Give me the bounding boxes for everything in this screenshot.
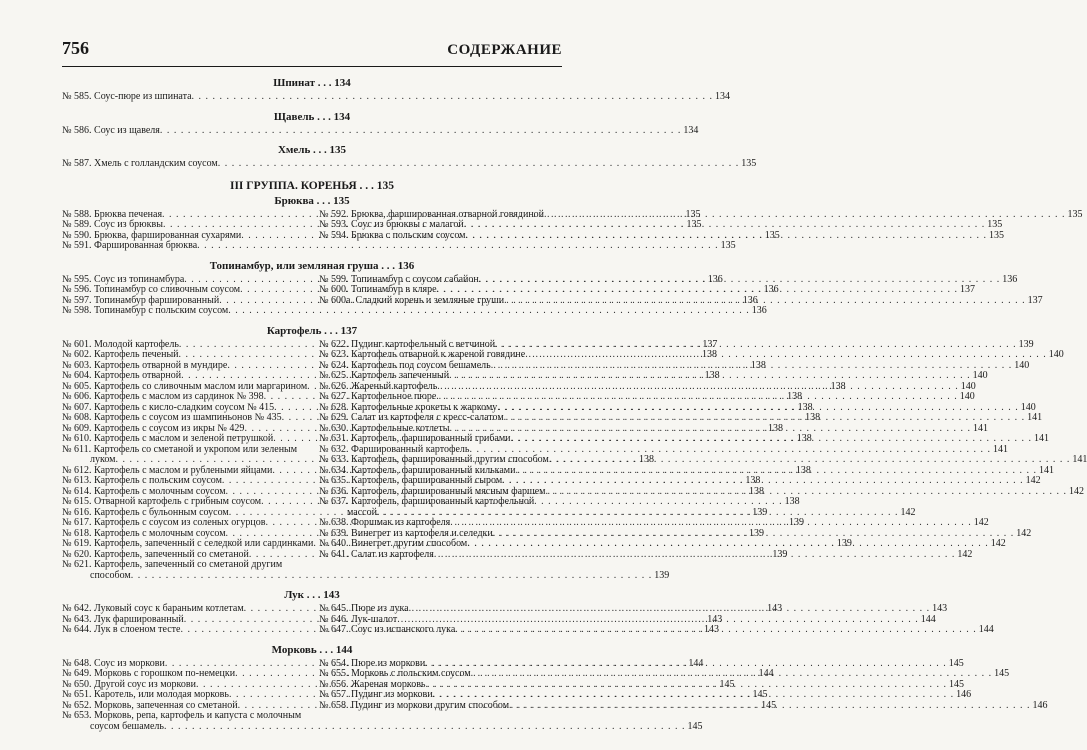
entry-page-number: 134: [715, 91, 731, 102]
entry-page-number: 143: [767, 603, 783, 614]
section-title-kartofel: Картофель . . . 137: [266, 324, 358, 337]
entry-page-number: 138: [805, 412, 821, 423]
entry-page-number: 138: [745, 475, 761, 486]
entry-title-line: № 611. Картофель со сметаной и укропом или зеленым: [62, 443, 298, 455]
entry-title: № 652. Морковь, запеченная со сметаной: [62, 699, 238, 711]
entry-page-number: 146: [1032, 699, 1048, 711]
entry-page-number: 141: [972, 422, 988, 434]
dot-leader: [465, 231, 987, 242]
entry-title: № 648. Соус из моркови: [62, 657, 165, 669]
entry-title: № 656. Жареная морковь: [319, 678, 426, 690]
entry-title: № 631. Картофель, фаршированный грибами: [319, 433, 511, 444]
entry-title: № 600. Топинамбур в кляре: [319, 284, 437, 295]
entry-page-number: 139: [749, 527, 765, 539]
entry-page-number: 135: [987, 219, 1003, 230]
entry-title: № 607. Картофель с кисло-сладким соусом № 415: [62, 401, 275, 413]
entry-page-number: 141: [1072, 454, 1087, 465]
entry-title: № 610. Картофель с маслом и зеленой петрушкой: [62, 433, 274, 444]
entry-title-line: № 637. Картофель, фаршированный картофельной: [319, 496, 535, 507]
section-title-shpinat: Шпинат . . . 134: [273, 77, 351, 89]
toc-entry: [62, 91, 731, 103]
dot-leader: [437, 285, 959, 296]
entry-title: № 586. Соус из щавеля: [62, 124, 160, 136]
entry-title: № 617. Картофель с соусом из соленых огурцов: [62, 517, 266, 528]
entry-title: № 645. Пюре из лука: [319, 603, 409, 614]
entry-title: № 629. Салат из картофеля с кресс-салатом: [319, 412, 504, 423]
entry-title: № 622. Пудинг картофельный с ветчиной: [319, 338, 496, 350]
entry-page-number: 138: [830, 380, 846, 392]
entry-title: № 649. Морковь с горошком по-немецки: [62, 668, 236, 679]
entry-title: № 644. Лук в слоеном тесте: [62, 624, 181, 635]
entry-title: № 655. Морковь с польским соусом: [319, 668, 471, 679]
entry-page-number: 143: [703, 624, 719, 635]
entry-title: № 600а. Сладкий корень и земляные груши: [319, 294, 505, 306]
entry-page-number: 138: [796, 433, 812, 444]
section-title-luk: Лук . . . 143: [284, 589, 340, 601]
entry-list: [62, 91, 731, 103]
entry-page-number: 139: [654, 569, 670, 581]
section-title-morkov: Морковь . . . 144: [271, 643, 353, 656]
entry-page-number: 140: [1048, 349, 1064, 360]
entry-title: № 640. Винегрет другим способом: [319, 538, 468, 549]
entry-page-number: 141: [992, 443, 1008, 455]
entry-page-number: 145: [687, 720, 703, 732]
page-number: 756: [62, 38, 89, 58]
entry-title: № 642. Луковый соус к бараньим котлетам: [62, 603, 244, 614]
entry-title: № 646. Лук-шалот: [319, 613, 398, 625]
entry-page-number: 135: [988, 229, 1004, 241]
entry-page-number: 142: [1025, 475, 1041, 486]
entry-page-number: 139: [788, 517, 804, 528]
entry-page-number: 141: [1038, 464, 1054, 476]
dot-leader: [525, 350, 1047, 361]
entry-page-number: 136: [707, 273, 723, 285]
entry-title: № 604. Картофель отварной: [62, 370, 182, 381]
entry-title: № 636. Картофель, фаршированный мясным фаршем: [319, 485, 546, 497]
entry-title: № 647. Соус из испанского лука: [319, 624, 456, 635]
entry-page-number: 135: [686, 219, 702, 230]
entry-title: № 606. Картофель с маслом из сардинок № 398: [62, 391, 264, 402]
toc-entry: [319, 229, 1004, 242]
section-title-topinambur: Топинамбур, или земляная груша . . . 136: [209, 259, 415, 272]
toc-entry: [62, 124, 699, 137]
entry-page-number: 143: [707, 613, 723, 625]
entry-title: № 626. Жареный картофель: [319, 380, 438, 392]
entry-title: № 587. Хмель с голландским соусом: [62, 158, 218, 169]
entry-page-number: 141: [1027, 412, 1043, 423]
entry-page-number: 140: [1020, 401, 1036, 413]
toc-entry: [62, 240, 736, 252]
two-column-entries: [62, 208, 1083, 252]
entry-page-number: 137: [1027, 294, 1043, 306]
entry-title: № 598. Топинамбур с польским соусом: [62, 305, 229, 316]
dot-leader: [467, 539, 989, 550]
entry-title: № 630. Картофельные котлеты: [319, 422, 450, 434]
entry-title: № 597. Топинамбур фаршированный: [62, 294, 220, 306]
entry-page-number: 138: [638, 454, 654, 465]
section-title-bryukva: Брюква . . . 135: [274, 194, 350, 207]
entry-title: № 650. Другой соус из моркови: [62, 678, 196, 690]
entry-page-number: 140: [960, 380, 976, 392]
entry-title-line: № 653. Морковь, репа, картофель и капуста с молочным: [62, 710, 302, 721]
entry-page-number: 138: [750, 359, 766, 371]
two-column-entries: [62, 603, 994, 636]
entry-title: № 612. Картофель с маслом и рублеными яйцами: [62, 464, 273, 476]
entry-page-number: 144: [688, 657, 704, 669]
entry-list: [62, 158, 757, 170]
entry-title: № 613. Картофель с польским соусом: [62, 475, 222, 486]
entry-page-number: 142: [1016, 527, 1032, 539]
dot-leader: [504, 296, 1026, 307]
entry-title: № 605. Картофель со сливочным маслом или маргарином: [62, 380, 308, 392]
entry-title: № 609. Картофель с соусом из икры № 429: [62, 422, 245, 434]
toc-entry: [319, 603, 948, 615]
entry-page-number: 139: [772, 548, 788, 560]
dot-leader: [450, 518, 972, 529]
entry-title: № 624. Картофель под соусом бешамель: [319, 359, 491, 371]
entry-title: № 608. Картофель с соусом из шампиньонов № 435: [62, 412, 282, 423]
entry-page-number: 146: [956, 689, 972, 700]
entry-title-line: № 621. Картофель, запеченный со сметаной другим: [62, 559, 283, 570]
dot-leader: [433, 690, 955, 701]
right-column: [319, 208, 1083, 252]
entry-page-number: 138: [795, 464, 811, 476]
dot-leader: [549, 455, 1071, 466]
entry-page-number: 138: [749, 485, 765, 497]
entry-page-number: 138: [704, 370, 720, 381]
dot-leader: [409, 604, 931, 615]
entry-title: № 589. Соус из брюквы: [62, 219, 163, 230]
entry-title: № 654. Пюре из моркови: [319, 657, 426, 669]
toc-entry: [62, 158, 757, 170]
entry-page-number: 135: [1067, 208, 1083, 220]
dot-leader: [464, 220, 986, 231]
entry-title: № 602. Картофель печеный: [62, 349, 179, 360]
entry-page-number: 134: [683, 124, 699, 136]
entry-page-number: 140: [972, 370, 988, 381]
entry-title: № 634. Картофель, фаршированный кильками: [319, 464, 516, 476]
entry-page-number: 136: [763, 284, 779, 295]
entry-title-continuation: способом: [90, 569, 131, 581]
entry-title-continuation: массой: [347, 506, 377, 518]
entry-title: № 594. Брюква с польским соусом: [319, 229, 466, 241]
dot-leader: [192, 92, 714, 103]
entry-page-number: 142: [957, 548, 973, 560]
entry-page-number: 136: [1002, 273, 1018, 285]
entry-page-number: 138: [797, 401, 813, 413]
dot-leader: [504, 413, 1026, 424]
entry-title: № 651. Каротель, или молодая морковь: [62, 689, 229, 700]
entry-page-number: 137: [702, 338, 718, 350]
entry-title: № 620. Картофель, запеченный со сметаной: [62, 548, 249, 560]
entry-page-number: 140: [959, 391, 975, 402]
entry-page-number: 144: [978, 624, 994, 635]
two-column-entries: [62, 273, 1043, 317]
entry-title: № 616. Картофель с бульонным соусом: [62, 506, 229, 518]
entry-page-number: 138: [784, 496, 800, 507]
entry-page-number: 138: [702, 349, 718, 360]
toc-entry: [62, 559, 670, 581]
entry-page-number: 145: [761, 699, 777, 711]
toc-entry: [319, 219, 1003, 231]
entry-page-number: 145: [719, 678, 735, 690]
entry-title: № 639. Винегрет из картофеля и селедки: [319, 527, 493, 539]
entry-page-number: 135: [720, 240, 736, 251]
entry-title: № 599. Топинамбур с соусом сабайон: [319, 273, 479, 285]
entry-page-number: 144: [758, 668, 774, 679]
entry-page-number: 138: [767, 422, 783, 434]
entry-page-number: 142: [973, 517, 989, 528]
entry-title: № 614. Картофель с молочным соусом: [62, 485, 226, 497]
dot-leader: [546, 487, 1068, 498]
right-column: [319, 603, 994, 636]
dot-leader: [434, 550, 956, 561]
entry-page-number: 142: [1069, 485, 1085, 497]
header-rule: [62, 66, 562, 67]
entry-page-number: 142: [900, 506, 916, 518]
dot-leader: [218, 159, 740, 170]
entry-title: № 590. Брюква, фаршированная сухарями: [62, 229, 242, 241]
entry-page-number: 135: [685, 208, 701, 220]
entry-page-number: 143: [932, 603, 948, 614]
entry-page-number: 136: [751, 305, 767, 316]
dot-leader: [509, 701, 1031, 712]
entry-title: № 596. Топинамбур со сливочным соусом: [62, 284, 241, 295]
entry-title: № 593. Соус из брюквы с малагой: [319, 219, 464, 230]
two-column-entries: [62, 657, 1048, 733]
entry-title: № 585. Соус-пюре из шпината: [62, 91, 192, 102]
entry-title: № 588. Брюква печеная: [62, 208, 163, 220]
entry-page-number: 139: [836, 538, 852, 549]
dot-leader: [449, 371, 971, 382]
dot-leader: [471, 669, 993, 680]
entry-title: № 615. Отварной картофель с грибным соусом: [62, 496, 262, 507]
entry-page-number: 140: [1014, 359, 1030, 371]
entry-page-number: 136: [742, 294, 758, 306]
entry-page-number: 145: [752, 689, 768, 700]
entry-title: № 635. Картофель, фаршированный сыром: [319, 475, 503, 486]
entry-title: № 592. Брюква, фаршированная отварной говядиной: [319, 208, 545, 220]
entry-page-number: 135: [741, 158, 757, 169]
dot-leader: [160, 126, 682, 137]
entry-page-number: 138: [787, 391, 803, 402]
entry-title: № 595. Соус из топинамбура: [62, 273, 185, 285]
entry-title: № 623. Картофель отварной к жареной говядине: [319, 349, 526, 360]
entry-title: № 627. Картофельное пюре: [319, 391, 437, 402]
entry-page-number: 141: [1034, 433, 1050, 444]
right-column: [319, 273, 1043, 317]
entry-title: № 603. Картофель отварной в мундире: [62, 359, 228, 371]
table-of-contents: [62, 69, 1087, 732]
entry-title: № 658. Пудинг из моркови другим способом: [319, 699, 510, 711]
entry-page-number: 145: [948, 678, 964, 690]
entry-title: № 625. Картофель запеченный: [319, 370, 450, 381]
entry-page-number: 139: [752, 506, 768, 518]
entry-title-continuation: луком: [90, 454, 116, 465]
entry-title: № 591. Фаршированная брюква: [62, 240, 198, 251]
entry-title: № 601. Молодой картофель: [62, 338, 179, 350]
entry-page-number: 139: [1018, 338, 1034, 350]
entry-title: № 657. Пудинг из моркови: [319, 689, 433, 700]
entry-page-number: 135: [764, 229, 780, 241]
dot-leader: [511, 434, 1033, 445]
section-title-shchavel: Щавель . . . 134: [273, 110, 351, 123]
entry-title: № 632. Фаршированный картофель: [319, 443, 470, 455]
group-title-roots: III ГРУППА. КОРЕНЬЯ . . . 135: [229, 179, 395, 192]
entry-title: № 618. Картофель с молочным соусом: [62, 527, 226, 539]
entry-page-number: 137: [960, 284, 976, 295]
entry-page-number: 145: [948, 657, 964, 669]
page-header: [62, 34, 562, 64]
dot-leader: [436, 392, 958, 403]
two-column-entries: [62, 338, 1087, 582]
entry-title: № 638. Форшмак из картофеля: [319, 517, 451, 528]
section-title-khmel: Хмель . . . 135: [277, 144, 347, 156]
entry-title: № 641. Салат из картофеля: [319, 548, 434, 560]
entry-page-number: 142: [990, 538, 1006, 549]
entry-title: № 643. Лук фаршированный: [62, 613, 184, 625]
entry-title: № 633. Картофель, фаршированный другим способом: [319, 454, 549, 465]
entry-title: № 628. Картофельные крокеты к жаркому: [319, 401, 498, 413]
toc-entry: [62, 710, 703, 732]
entry-page-number: 145: [994, 668, 1010, 679]
toc-entry: [62, 305, 767, 317]
entry-title: № 619. Картофель, запеченный с селедкой или сардинками: [62, 538, 314, 549]
entry-list: [62, 124, 699, 137]
dot-leader: [502, 476, 1024, 487]
running-title: СОДЕРЖАНИЕ: [447, 42, 562, 58]
entry-page-number: 144: [920, 613, 936, 625]
entry-title-continuation: соусом бешамель: [90, 720, 164, 732]
dot-leader: [455, 625, 977, 636]
